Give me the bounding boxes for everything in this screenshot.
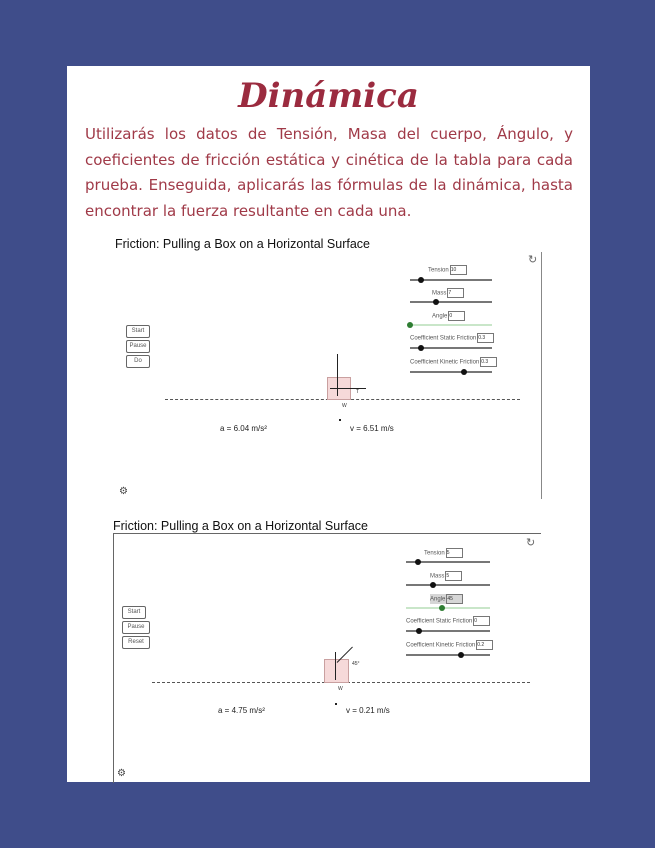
sim2-static-label-text: Coefficient Static Friction [406,618,473,625]
sim1-tension-label [428,265,467,275]
sim2-angle-label [430,594,463,604]
sim1-normal-force-arrow [337,354,338,396]
sim1-weight-symbol: W [342,403,347,409]
sim2-acceleration-readout: a = 4.75 m/s² [218,706,265,715]
sim1-marker [339,419,341,421]
sim2-marker [335,703,337,705]
sim2-mass-knob[interactable] [430,582,436,588]
sim1-angle-slider[interactable] [410,324,492,326]
sim1-tension-input[interactable]: 10 [450,265,467,275]
sim1-tension-label-text: Tension [428,267,449,274]
sim1-static-knob[interactable] [418,345,424,351]
sim2-tension-label [424,548,463,558]
sim2-tension-label-text: Tension [424,550,445,557]
sim1-angle-label-text: Angle [432,313,448,320]
sim1-kinetic-knob[interactable] [461,369,467,375]
sim1-angle-knob[interactable] [407,322,413,328]
page-title: Dinámica [238,76,419,116]
sim2-mass-input[interactable]: 5 [445,571,462,581]
sim1-tension-symbol: T [356,389,360,395]
sim2-reset-button[interactable]: Reset [122,636,150,649]
sim2-static-label [406,616,490,626]
refresh-icon[interactable]: ↻ [528,254,538,266]
sim2-angle-label-text: Angle [430,596,446,603]
sim1-mass-knob[interactable] [433,299,439,305]
sim1-kinetic-label-text: Coefficient Kinetic Friction [410,359,480,366]
sim2-angle-slider[interactable] [406,607,490,609]
sim1-tension-arrow [330,388,366,389]
sim2-weight-symbol: W [338,686,343,692]
sim2-pause-button[interactable]: Pause [122,621,150,634]
sim1-acceleration-readout: a = 6.04 m/s² [220,424,267,433]
sim1-start-button[interactable]: Start [126,325,150,338]
sim1-velocity-readout: v = 6.51 m/s [350,424,394,433]
sim2-kinetic-input[interactable]: 0.2 [476,640,493,650]
sim1-static-label-text: Coefficient Static Friction [410,335,477,342]
sim2-angle-input[interactable]: 45 [446,594,463,604]
sim2-velocity-readout: v = 0.21 m/s [346,706,390,715]
sim1-static-label [410,333,494,343]
sim2-kinetic-label [406,640,493,650]
sim2-normal-force-arrow [335,652,336,680]
sim1-static-input[interactable]: 0.3 [477,333,494,343]
sim2-kinetic-slider[interactable] [406,654,490,656]
sim2-kinetic-label-text: Coefficient Kinetic Friction [406,642,476,649]
sim1-kinetic-input[interactable]: 0.3 [480,357,497,367]
settings-icon[interactable]: ⚙ [117,768,126,779]
sim1-pause-button[interactable]: Pause [126,340,150,353]
sim2-static-input[interactable]: 0 [473,616,490,626]
sim1-title: Friction: Pulling a Box on a Horizontal Surface [115,237,370,251]
sim2-angle-knob[interactable] [439,605,445,611]
sim1-tension-knob[interactable] [418,277,424,283]
sim2-tension-input[interactable]: 5 [446,548,463,558]
sim1-kinetic-slider[interactable] [410,371,492,373]
sim1-reset-button[interactable]: Do [126,355,150,368]
sim2-title: Friction: Pulling a Box on a Horizontal Surface [113,519,368,533]
sim2-mass-label-text: Mass [430,573,445,580]
sim2-start-button[interactable]: Start [122,606,146,619]
sim1-mass-input[interactable]: 7 [447,288,464,298]
sim1-kinetic-label [410,357,497,367]
sim1-angle-label [432,311,465,321]
sim2-kinetic-knob[interactable] [458,652,464,658]
sim2-tension-knob[interactable] [415,559,421,565]
sim1-mass-label-text: Mass [432,290,447,297]
instructions-text: Utilizarás los datos de Tensión, Masa del cuerpo, Ángulo, y coeficientes de fricción estática y cinética de la tabla para cada prueba. Enseguida, aplicarás las fórmulas de la dinámica, hasta encontrar la fuerza resultante en cada una. [85,125,573,220]
sim2-static-knob[interactable] [416,628,422,634]
sim2-mass-label [430,571,462,581]
sim2-angle-mark: 45° [352,661,360,667]
sim1-mass-label [432,288,464,298]
sim2-mass-slider[interactable] [406,584,490,586]
sim1-angle-input[interactable]: 0 [448,311,465,321]
settings-icon[interactable]: ⚙ [119,486,128,497]
sim2-frame [113,533,541,783]
sim1-mass-slider[interactable] [410,301,492,303]
refresh-icon[interactable]: ↻ [526,537,536,549]
sim1-frame [540,252,542,499]
